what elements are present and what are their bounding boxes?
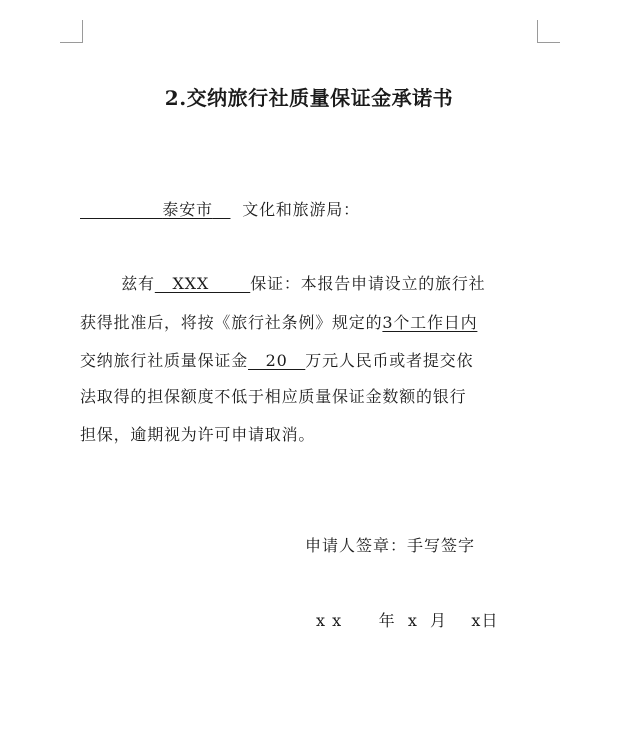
- date-day-label: 日: [481, 611, 499, 630]
- date-day[interactable]: x: [471, 611, 482, 630]
- addressee-line: [80, 200, 360, 220]
- body-line2-prefix: 获得批准后，将按《旅行社条例》规定的: [80, 313, 383, 332]
- date-month-label: 月: [430, 611, 448, 630]
- date-year-label: 年: [378, 611, 396, 630]
- document-title: 2.交纳旅行社质量保证金承诺书: [164, 86, 454, 110]
- signature-label: 申请人签章：: [305, 536, 408, 555]
- signature-value[interactable]: 手写签字: [407, 536, 476, 555]
- body-line-3: [80, 351, 473, 371]
- applicant-name-field[interactable]: XXX: [154, 274, 251, 293]
- date-month[interactable]: x: [407, 611, 418, 630]
- body-line3-prefix: 交纳旅行社质量保证金: [80, 351, 249, 370]
- addressee-city: 泰安市: [162, 200, 213, 219]
- city-blank-left: [80, 200, 162, 219]
- date-line: [316, 611, 498, 631]
- addressee-city-field[interactable]: [80, 200, 230, 219]
- deadline-field[interactable]: 3个工作日内: [382, 313, 478, 332]
- body-line3-suffix: 万元人民币或者提交依: [305, 351, 474, 370]
- body-line-5: 担保，逾期视为许可申请取消。: [80, 425, 316, 444]
- addressee-department: 文化和旅游局：: [242, 200, 360, 219]
- crop-mark-top-right: [537, 20, 560, 43]
- body-line-1: [80, 274, 485, 294]
- date-year[interactable]: x x: [316, 611, 343, 630]
- body-line1-prefix: 兹有: [121, 274, 155, 293]
- city-blank-right: [213, 200, 231, 219]
- body-line-4: 法取得的担保额度不低于相应质量保证金数额的银行: [80, 387, 467, 406]
- body-line1-suffix: 保证：本报告申请设立的旅行社: [250, 274, 486, 293]
- amount-field[interactable]: 20: [248, 351, 306, 370]
- body-line-2: [80, 313, 477, 333]
- signature-line: [305, 536, 475, 556]
- crop-mark-top-left: [60, 20, 83, 43]
